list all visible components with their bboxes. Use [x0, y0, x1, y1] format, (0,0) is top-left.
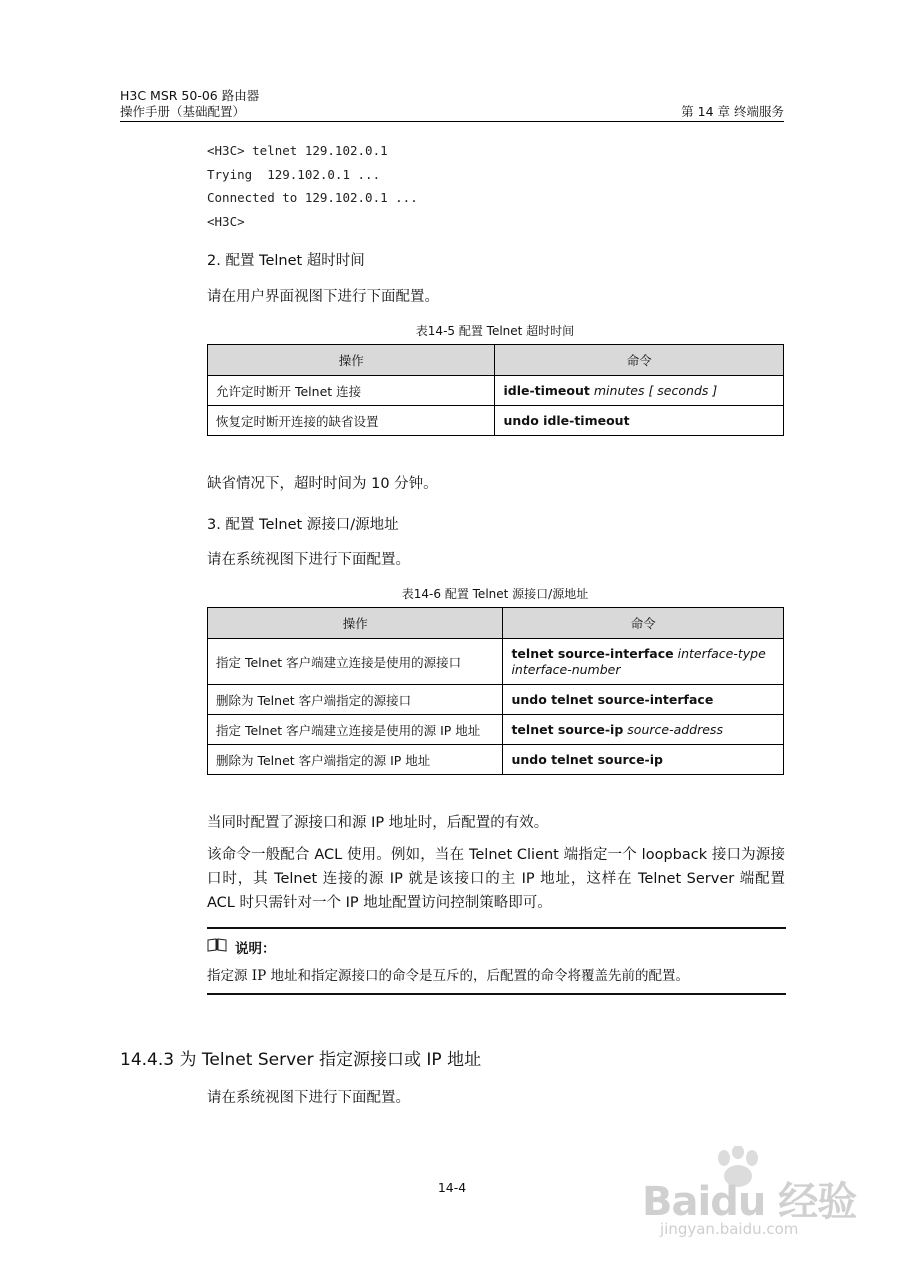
header-product: H3C MSR 50-06 路由器: [120, 88, 260, 103]
code-line: Connected to 129.102.0.1 ...: [207, 190, 418, 205]
command-cell: [495, 406, 784, 436]
operation-cell: 恢复定时断开连接的缺省设置: [208, 406, 495, 436]
command-keyword: undo telnet source-interface: [511, 692, 714, 707]
table-row: [208, 639, 784, 685]
section-intro-timeout: 请在用户界面视图下进行下面配置。: [207, 289, 439, 305]
command-keyword: undo idle-timeout: [503, 413, 630, 428]
timeout-config-table: [207, 344, 784, 436]
operation-cell: 指定 Telnet 客户端建立连接是使用的源 IP 地址: [208, 715, 503, 745]
column-header-command: 命令: [503, 608, 784, 639]
baidu-watermark-logo: Baidu 经验: [642, 1179, 857, 1225]
note-label: 说明：: [235, 941, 276, 957]
table-caption-timeout: 表14-5 配置 Telnet 超时时间: [415, 324, 575, 338]
command-cell: [503, 715, 784, 745]
book-icon: [207, 937, 227, 956]
command-keyword: telnet source-ip: [511, 722, 624, 737]
header-divider: [120, 121, 784, 122]
command-argument: source-address: [627, 722, 723, 737]
command-cell: [503, 639, 784, 685]
command-cell: [495, 376, 784, 406]
operation-cell: 删除为 Telnet 客户端指定的源接口: [208, 685, 503, 715]
command-argument: interface-type interface-number: [511, 645, 766, 677]
table-row: [208, 745, 784, 775]
section-intro-14-4-3: 请在系统视图下进行下面配置。: [207, 1090, 410, 1106]
section-heading-source: 3. 配置 Telnet 源接口/源地址: [207, 517, 399, 533]
paragraph-acl-usage: 该命令一般配合 ACL 使用。例如，当在 Telnet Client 端指定一个 loopback 接口为源接口时，其 Telnet 连接的源 IP 就是该接口的主 IP 地址，这样在 Telnet Server 端配置 ACL 时只需针对一个 IP 地址配置访问控制策略即可。: [207, 847, 785, 911]
code-line: <H3C>: [207, 214, 245, 229]
baidu-watermark-url: jingyan.baidu.com: [660, 1220, 799, 1238]
header-manual-title: 操作手册（基础配置）: [120, 104, 246, 119]
command-argument: minutes [ seconds ]: [593, 383, 718, 398]
command-keyword: telnet source-interface: [511, 645, 674, 661]
table-row: [208, 406, 784, 436]
section-heading-timeout: 2. 配置 Telnet 超时时间: [207, 253, 365, 269]
command-cell: [503, 745, 784, 775]
paragraph-priority: 当同时配置了源接口和源 IP 地址时，后配置的有效。: [207, 815, 549, 831]
note-top-rule: [207, 927, 786, 929]
code-line: Trying 129.102.0.1 ...: [207, 167, 381, 182]
command-keyword: undo telnet source-ip: [511, 752, 663, 767]
command-keyword: idle-timeout: [503, 383, 590, 398]
operation-cell: 指定 Telnet 客户端建立连接是使用的源接口: [208, 639, 503, 685]
table-caption-source: 表14-6 配置 Telnet 源接口/源地址: [401, 587, 589, 601]
operation-cell: 删除为 Telnet 客户端指定的源 IP 地址: [208, 745, 503, 775]
command-cell: [503, 685, 784, 715]
page-number: 14-4: [437, 1180, 467, 1195]
section-intro-source: 请在系统视图下进行下面配置。: [207, 552, 410, 568]
table-row: [208, 376, 784, 406]
table-row: [208, 685, 784, 715]
column-header-operation: 操作: [208, 345, 495, 376]
code-line: <H3C> telnet 129.102.0.1: [207, 143, 388, 158]
note-bottom-rule: [207, 993, 786, 995]
source-config-table: [207, 607, 784, 775]
note-text: 指定源 IP 地址和指定源接口的命令是互斥的，后配置的命令将覆盖先前的配置。: [207, 968, 689, 984]
table-row: [208, 715, 784, 745]
header-chapter: 第 14 章 终端服务: [681, 104, 784, 119]
operation-cell: 允许定时断开 Telnet 连接: [208, 376, 495, 406]
column-header-command: 命令: [495, 345, 784, 376]
column-header-operation: 操作: [208, 608, 503, 639]
default-timeout-note: 缺省情况下，超时时间为 10 分钟。: [207, 476, 438, 492]
section-heading-14-4-3: 14.4.3 为 Telnet Server 指定源接口或 IP 地址: [120, 1050, 482, 1070]
